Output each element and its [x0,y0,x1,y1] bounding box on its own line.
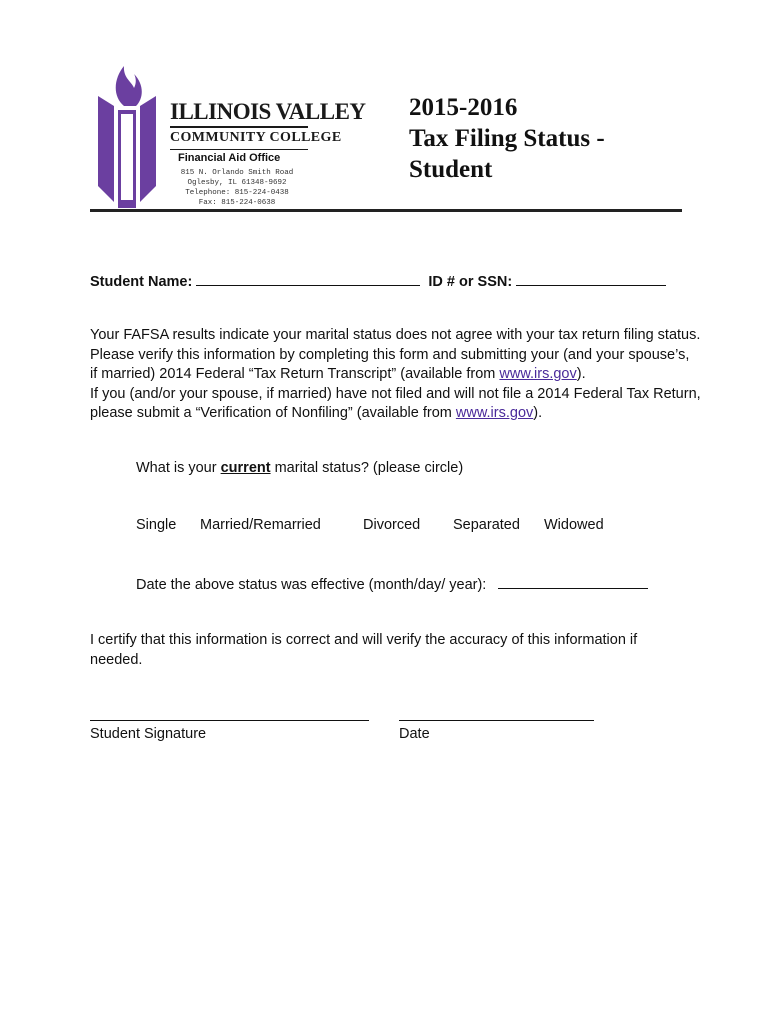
address-line: Fax: 815-224-0638 [198,199,276,207]
instructions-line: Your FAFSA results indicate your marital status does not agree with your tax return filing status. [90,327,701,343]
student-signature-label: Student Signature [90,726,207,742]
marital-option-married[interactable]: Married/Remarried [200,517,321,533]
marital-option-widowed[interactable]: Widowed [544,517,604,533]
office-name: Financial Aid Office [178,152,281,164]
signature-date-label: Date [399,726,430,742]
instructions-line: Please verify this information by completing this form and submitting your (and your spouse’s, [90,346,690,363]
student-name-label: Student Name: [90,274,193,290]
irs-link[interactable]: www.irs.gov [499,366,577,382]
form-title-line2: Student [409,156,493,183]
institution-name-line1: ILLINOIS VALLEY [170,99,366,124]
certification-text [90,631,700,670]
form-year: 2015-2016 [409,94,518,121]
form-title-line1: Tax Filing Status - [409,125,605,152]
student-name-field[interactable] [196,271,420,286]
instructions-text: ). [533,405,543,421]
status-date-field[interactable] [498,574,648,589]
instructions-paragraph [90,326,700,424]
address-line: Telephone: 815-224-0438 [185,189,289,197]
question-text: marital status? (please circle) [270,460,464,476]
question-emphasis: current [220,460,271,476]
institution-rule [170,126,308,128]
header-divider [90,209,682,212]
office-address [172,168,302,208]
college-logo-mark-icon [94,66,160,208]
id-label: ID # or SSN: [428,274,513,290]
form-title [409,92,605,185]
instructions-line: If you (and/or your spouse, if married) have not filed and will not file a 2014 Federal Tax Return, [90,385,701,402]
signature-date-field[interactable] [399,720,594,721]
student-name-row [90,271,666,290]
certification-line: I certify that this information is correct and will verify the accuracy of this information if [90,632,638,648]
college-logo [94,66,366,208]
id-field[interactable] [516,271,666,286]
marital-option-divorced[interactable]: Divorced [363,517,421,533]
instructions-line [90,365,700,385]
certification-line: needed. [90,651,143,668]
marital-question [136,460,463,476]
status-date-row [136,574,648,593]
instructions-line [90,404,700,424]
institution-name [170,99,366,150]
marital-option-single[interactable]: Single [136,517,177,533]
institution-rule-2 [170,149,308,150]
instructions-text: if married) 2014 Federal “Tax Return Transcript” (available from [90,366,500,382]
address-line: Oglesby, IL 61348-9692 [187,179,287,187]
question-text: What is your [136,460,221,476]
institution-name-line2: COMMUNITY COLLEGE [170,130,342,145]
marital-option-separated[interactable]: Separated [453,517,520,533]
student-signature-field[interactable] [90,720,369,721]
instructions-text: please submit a “Verification of Nonfiling” (available from [90,405,456,421]
irs-link[interactable]: www.irs.gov [455,405,534,421]
address-line: 815 N. Orlando Smith Road [180,169,294,177]
instructions-text: ). [576,366,586,382]
status-date-label: Date the above status was effective (month/day/ year): [136,577,487,593]
